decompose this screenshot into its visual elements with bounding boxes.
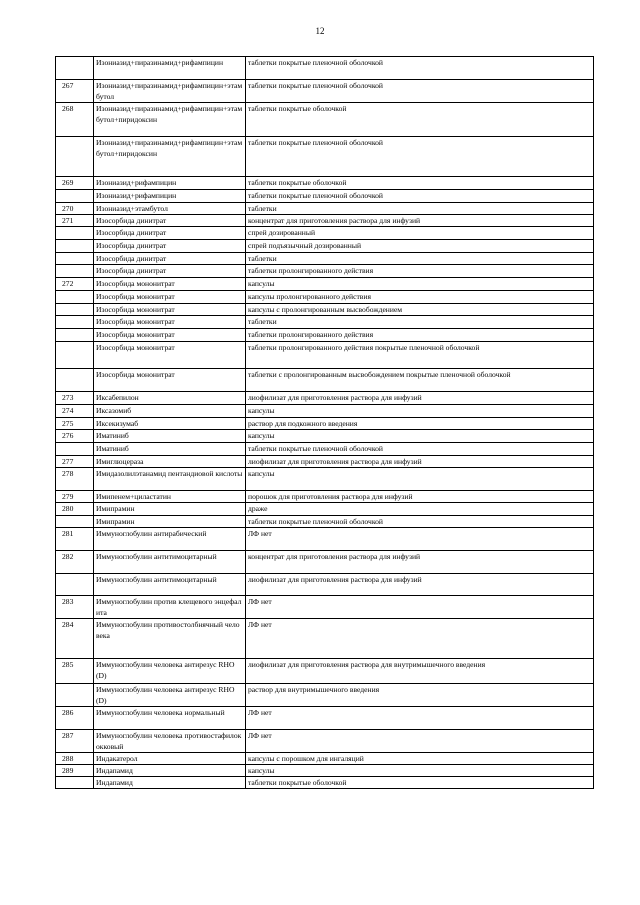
dosage-form: таблетки покрытые пленочной оболочкой — [246, 80, 594, 103]
drug-table — [55, 56, 594, 789]
drug-name: Иматиниб — [94, 430, 246, 443]
drug-name: Иммуноглобулин антитимоцитарный — [94, 551, 246, 574]
table-row — [56, 430, 594, 443]
row-number: 269 — [56, 177, 94, 190]
dosage-form: концентрат для приготовления раствора для инфузий — [246, 551, 594, 574]
table-row — [56, 443, 594, 456]
row-number — [56, 291, 94, 304]
drug-name: Иксабепилон — [94, 392, 246, 405]
dosage-form: таблетки пролонгированного действия — [246, 329, 594, 342]
drug-name: Изосорбида мононитрат — [94, 304, 246, 316]
table-row — [56, 369, 594, 392]
drug-name: Изосорбида мононитрат — [94, 329, 246, 342]
drug-name: Иммуноглобулин противостолбнячный человека — [94, 619, 246, 659]
table-row — [56, 405, 594, 418]
table-row — [56, 456, 594, 468]
row-number — [56, 684, 94, 707]
dosage-form: раствор для внутримышечного введения — [246, 684, 594, 707]
drug-name: Изониазид+пиразинамид+рифампицин+этамбутол+пиридоксин — [94, 103, 246, 137]
dosage-form: таблетки покрытые оболочкой — [246, 177, 594, 190]
table-row — [56, 329, 594, 342]
dosage-form: капсулы с пролонгированным высвобождением — [246, 304, 594, 316]
drug-name: Изосорбида мононитрат — [94, 278, 246, 291]
dosage-form: таблетки покрытые пленочной оболочкой — [246, 137, 594, 177]
row-number: 288 — [56, 753, 94, 765]
row-number: 273 — [56, 392, 94, 405]
row-number: 287 — [56, 730, 94, 753]
dosage-form: ЛФ нет — [246, 596, 594, 619]
row-number: 274 — [56, 405, 94, 418]
row-number: 279 — [56, 491, 94, 503]
drug-table-body — [56, 57, 594, 789]
row-number: 281 — [56, 528, 94, 551]
drug-name: Имиглюцераза — [94, 456, 246, 468]
drug-name: Иммуноглобулин человека нормальный — [94, 707, 246, 730]
dosage-form: таблетки покрытые оболочкой — [246, 103, 594, 137]
dosage-form: капсулы — [246, 405, 594, 418]
dosage-form: капсулы — [246, 765, 594, 777]
row-number — [56, 574, 94, 596]
row-number: 285 — [56, 659, 94, 684]
row-number — [56, 316, 94, 329]
drug-name: Изосорбида динитрат — [94, 227, 246, 240]
drug-name: Изониазид+этамбутол — [94, 203, 246, 215]
table-row — [56, 707, 594, 730]
drug-name: Иксекизумаб — [94, 418, 246, 430]
row-number — [56, 57, 94, 80]
table-row — [56, 291, 594, 304]
dosage-form: спрей дозированный — [246, 227, 594, 240]
drug-name: Иммуноглобулин антирабический — [94, 528, 246, 551]
drug-name: Изониазид+пиразинамид+рифампицин+этамбутол — [94, 80, 246, 103]
row-number — [56, 137, 94, 177]
dosage-form: ЛФ нет — [246, 528, 594, 551]
table-row — [56, 468, 594, 491]
drug-name: Изосорбида динитрат — [94, 265, 246, 278]
dosage-form: драже — [246, 503, 594, 516]
dosage-form: таблетки — [246, 203, 594, 215]
table-row — [56, 684, 594, 707]
row-number: 277 — [56, 456, 94, 468]
dosage-form: ЛФ нет — [246, 707, 594, 730]
dosage-form: таблетки покрытые пленочной оболочкой — [246, 190, 594, 203]
table-row — [56, 137, 594, 177]
row-number — [56, 240, 94, 253]
drug-name: Имипрамин — [94, 516, 246, 528]
dosage-form: капсулы — [246, 278, 594, 291]
row-number: 284 — [56, 619, 94, 659]
dosage-form: ЛФ нет — [246, 730, 594, 753]
row-number — [56, 777, 94, 789]
row-number: 280 — [56, 503, 94, 516]
row-number: 283 — [56, 596, 94, 619]
dosage-form: лиофилизат для приготовления раствора для инфузий — [246, 574, 594, 596]
dosage-form: лиофилизат для приготовления раствора для инфузий — [246, 456, 594, 468]
drug-name: Имипрамин — [94, 503, 246, 516]
drug-name: Изосорбида мононитрат — [94, 369, 246, 392]
table-row — [56, 57, 594, 80]
drug-name: Изосорбида мононитрат — [94, 291, 246, 304]
drug-name: Иксазомиб — [94, 405, 246, 418]
drug-name: Индакатерол — [94, 753, 246, 765]
table-row — [56, 304, 594, 316]
drug-name: Индапамид — [94, 765, 246, 777]
table-row — [56, 103, 594, 137]
row-number: 289 — [56, 765, 94, 777]
dosage-form: таблетки покрытые пленочной оболочкой — [246, 443, 594, 456]
dosage-form: таблетки пролонгированного действия покрытые пленочной оболочкой — [246, 342, 594, 369]
drug-name: Изосорбида мононитрат — [94, 342, 246, 369]
table-row — [56, 503, 594, 516]
table-row — [56, 596, 594, 619]
drug-name: Изосорбида динитрат — [94, 215, 246, 227]
drug-name: Изониазид+пиразинамид+рифампицин — [94, 57, 246, 80]
dosage-form: таблетки покрытые пленочной оболочкой — [246, 516, 594, 528]
row-number: 272 — [56, 278, 94, 291]
drug-name: Имипенем+циластатин — [94, 491, 246, 503]
dosage-form: спрей подъязычный дозированный — [246, 240, 594, 253]
table-row — [56, 253, 594, 265]
drug-name: Иммуноглобулин человека антирезус RHO(D) — [94, 684, 246, 707]
table-row — [56, 190, 594, 203]
row-number: 270 — [56, 203, 94, 215]
drug-name: Изониазид+рифампицин — [94, 177, 246, 190]
row-number — [56, 304, 94, 316]
table-row — [56, 80, 594, 103]
row-number — [56, 443, 94, 456]
dosage-form: таблетки с пролонгированным высвобождением покрытые пленочной оболочкой — [246, 369, 594, 392]
dosage-form: ЛФ нет — [246, 619, 594, 659]
drug-name: Изосорбида мононитрат — [94, 316, 246, 329]
row-number — [56, 516, 94, 528]
table-row — [56, 730, 594, 753]
drug-name: Иммуноглобулин человека противостафилококковый — [94, 730, 246, 753]
row-number — [56, 227, 94, 240]
dosage-form: капсулы пролонгированного действия — [246, 291, 594, 304]
row-number: 282 — [56, 551, 94, 574]
row-number: 286 — [56, 707, 94, 730]
table-row — [56, 418, 594, 430]
table-row — [56, 215, 594, 227]
table-row — [56, 777, 594, 789]
dosage-form: таблетки пролонгированного действия — [246, 265, 594, 278]
drug-name: Иматиниб — [94, 443, 246, 456]
dosage-form: порошок для приготовления раствора для инфузий — [246, 491, 594, 503]
table-row — [56, 659, 594, 684]
table-row — [56, 619, 594, 659]
row-number: 278 — [56, 468, 94, 491]
dosage-form: капсулы с порошком для ингаляций — [246, 753, 594, 765]
row-number — [56, 329, 94, 342]
drug-name: Иммуноглобулин антитимоцитарный — [94, 574, 246, 596]
row-number — [56, 342, 94, 369]
table-row — [56, 240, 594, 253]
drug-name: Иммуноглобулин человека антирезус RHO(D) — [94, 659, 246, 684]
table-row — [56, 278, 594, 291]
dosage-form: таблетки покрытые пленочной оболочкой — [246, 57, 594, 80]
row-number — [56, 369, 94, 392]
dosage-form: таблетки покрытые оболочкой — [246, 777, 594, 789]
dosage-form: капсулы — [246, 468, 594, 491]
drug-name: Изониазид+рифампицин — [94, 190, 246, 203]
dosage-form: таблетки — [246, 253, 594, 265]
drug-name: Изосорбида динитрат — [94, 240, 246, 253]
table-row — [56, 203, 594, 215]
row-number: 268 — [56, 103, 94, 137]
table-row — [56, 227, 594, 240]
dosage-form: концентрат для приготовления раствора для инфузий — [246, 215, 594, 227]
drug-name: Изосорбида динитрат — [94, 253, 246, 265]
row-number: 271 — [56, 215, 94, 227]
table-row — [56, 516, 594, 528]
row-number — [56, 253, 94, 265]
table-row — [56, 574, 594, 596]
table-row — [56, 528, 594, 551]
table-row — [56, 316, 594, 329]
table-row — [56, 551, 594, 574]
table-row — [56, 392, 594, 405]
drug-name: Изониазид+пиразинамид+рифампицин+этамбутол+пиридоксин — [94, 137, 246, 177]
table-row — [56, 342, 594, 369]
table-row — [56, 765, 594, 777]
table-row — [56, 177, 594, 190]
table-row — [56, 491, 594, 503]
dosage-form: таблетки — [246, 316, 594, 329]
table-row — [56, 265, 594, 278]
page-number: 12 — [315, 26, 325, 36]
dosage-form: лиофилизат для приготовления раствора для внутримышечного введения — [246, 659, 594, 684]
row-number: 276 — [56, 430, 94, 443]
drug-name: Имидазолилэтанамид пентандиовой кислоты — [94, 468, 246, 491]
row-number: 267 — [56, 80, 94, 103]
table-row — [56, 753, 594, 765]
dosage-form: раствор для подкожного введения — [246, 418, 594, 430]
row-number — [56, 190, 94, 203]
dosage-form: капсулы — [246, 430, 594, 443]
dosage-form: лиофилизат для приготовления раствора для инфузий — [246, 392, 594, 405]
row-number — [56, 265, 94, 278]
drug-name: Иммуноглобулин против клещевого энцефалита — [94, 596, 246, 619]
row-number: 275 — [56, 418, 94, 430]
drug-name: Индапамид — [94, 777, 246, 789]
